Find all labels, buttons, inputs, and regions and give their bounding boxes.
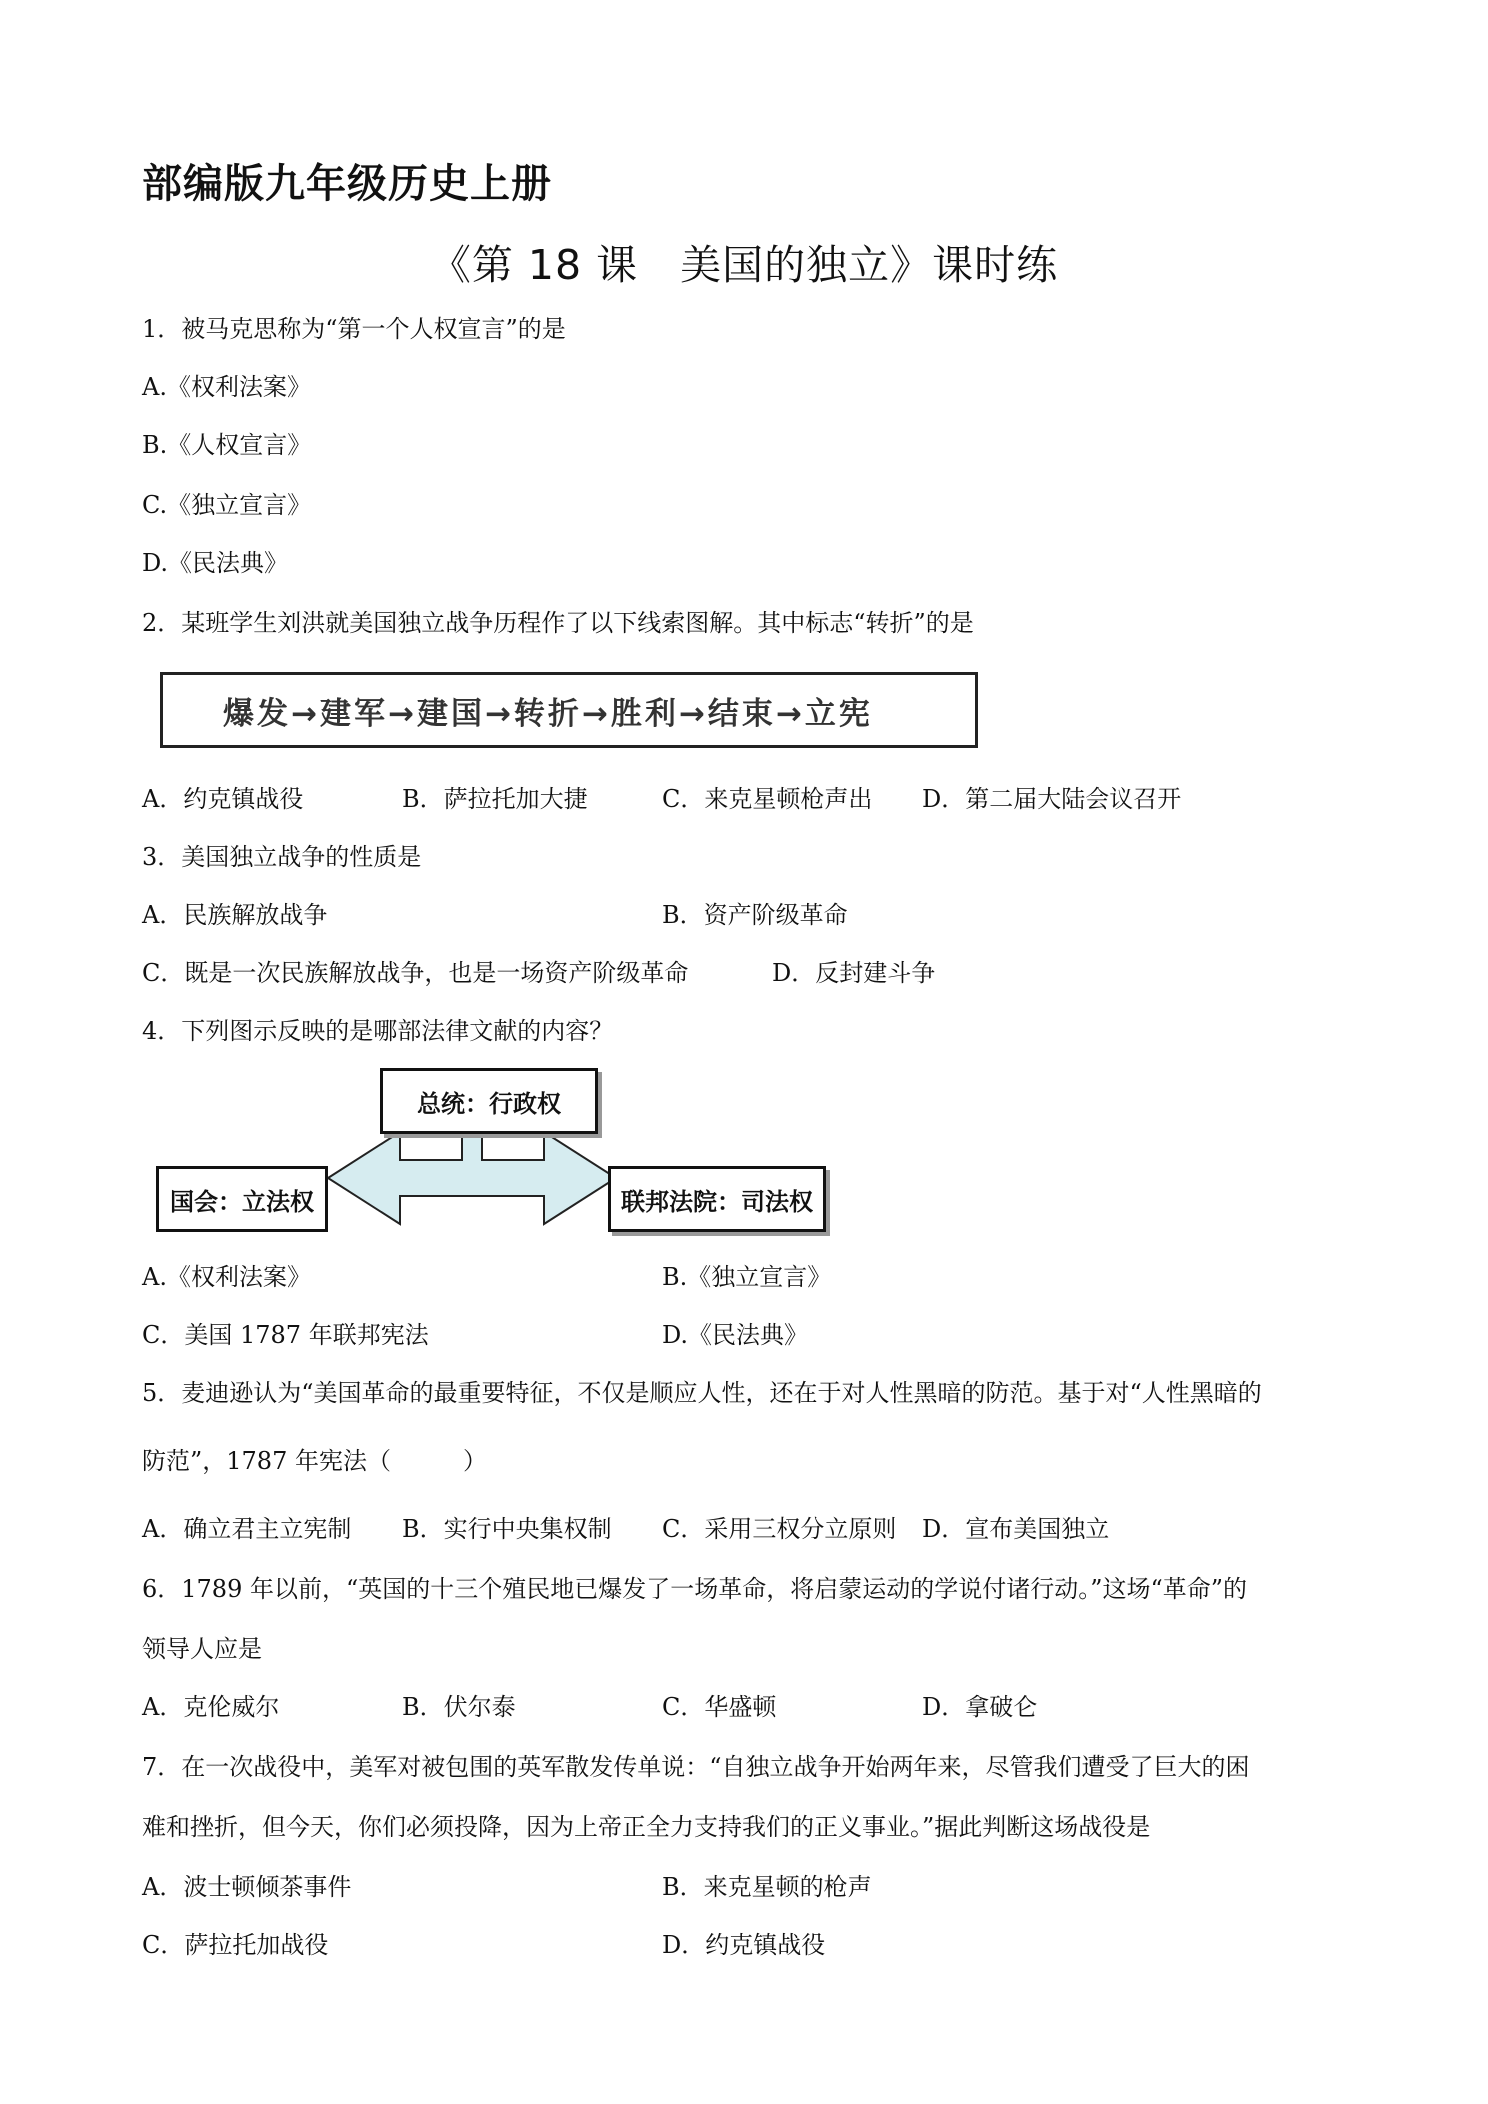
- question-1-option-c: C.《独立宣言》: [142, 491, 312, 519]
- question-7-stem-line-2: 难和挫折，但今天，你们必须投降，因为上帝正全力支持我们的正义事业。”据此判断这场战役是: [142, 1813, 1151, 1841]
- question-3-stem: 3．美国独立战争的性质是: [142, 843, 422, 871]
- question-2-option-a: A．约克镇战役: [142, 785, 304, 813]
- question-5-option-d: D．宣布美国独立: [922, 1515, 1110, 1543]
- question-1-option-a: A.《权利法案》: [142, 373, 311, 401]
- question-6-stem-line-1: 6．1789 年以前，“英国的十三个殖民地已爆发了一场革命，将启蒙运动的学说付诸行动。”这场“革命”的: [142, 1575, 1248, 1603]
- diagram-box-judicial: 联邦法院：司法权: [608, 1166, 826, 1232]
- question-5-option-b: B．实行中央集权制: [402, 1515, 612, 1543]
- question-5-option-c: C．采用三权分立原则: [662, 1515, 897, 1543]
- question-6-option-b: B．伏尔泰: [402, 1693, 516, 1721]
- question-2-option-b: B．萨拉托加大捷: [402, 785, 588, 813]
- question-4-option-c: C．美国 1787 年联邦宪法: [142, 1321, 429, 1349]
- question-5-stem-line-2: 防范”，1787 年宪法（ ）: [142, 1447, 487, 1475]
- question-6-option-d: D．拿破仑: [922, 1693, 1038, 1721]
- question-6-option-c: C．华盛顿: [662, 1693, 777, 1721]
- question-3-option-d: D．反封建斗争: [772, 959, 936, 987]
- question-2-option-d: D．第二届大陆会议召开: [922, 785, 1182, 813]
- document-subtitle: 《第 18 课 美国的独立》课时练: [429, 241, 1059, 289]
- question-1-stem: 1．被马克思称为“第一个人权宣言”的是: [142, 315, 566, 343]
- diagram-box-executive: 总统：行政权: [380, 1068, 598, 1134]
- question-2-option-c: C．来克星顿枪声出: [662, 785, 873, 813]
- question-7-option-a: A．波士顿倾茶事件: [142, 1873, 352, 1901]
- question-4-stem: 4．下列图示反映的是哪部法律文献的内容？: [142, 1017, 614, 1045]
- question-5-stem-line-1: 5．麦迪逊认为“美国革命的最重要特征，不仅是顺应人性，还在于对人性黑暗的防范。基于对“人性黑暗的: [142, 1379, 1262, 1407]
- question-7-option-c: C．萨拉托加战役: [142, 1931, 329, 1959]
- question-4-option-d: D.《民法典》: [662, 1321, 809, 1349]
- question-6-stem-line-2: 领导人应是: [142, 1635, 262, 1663]
- document-title: 部编版九年级历史上册: [142, 161, 552, 207]
- diagram-box-legislative: 国会：立法权: [156, 1166, 328, 1232]
- question-6-option-a: A．克伦威尔: [142, 1693, 280, 1721]
- question-1-option-b: B.《人权宣言》: [142, 431, 312, 459]
- question-3-option-b: B．资产阶级革命: [662, 901, 848, 929]
- question-7-option-d: D．约克镇战役: [662, 1931, 826, 1959]
- question-4-option-b: B.《独立宣言》: [662, 1263, 832, 1291]
- question-1-option-d: D.《民法典》: [142, 549, 289, 577]
- question-5-option-a: A．确立君主立宪制: [142, 1515, 352, 1543]
- question-4-option-a: A.《权利法案》: [142, 1263, 311, 1291]
- question-7-option-b: B．来克星顿的枪声: [662, 1873, 872, 1901]
- question-7-stem-line-1: 7．在一次战役中，美军对被包围的英军散发传单说：“自独立战争开始两年来，尽管我们遭受了巨大的困: [142, 1753, 1250, 1781]
- question-3-option-c: C．既是一次民族解放战争，也是一场资产阶级革命: [142, 959, 689, 987]
- question-3-option-a: A．民族解放战争: [142, 901, 328, 929]
- question-2-flow-diagram: 爆发→建军→建国→转折→胜利→结束→立宪: [160, 672, 978, 748]
- question-2-stem: 2．某班学生刘洪就美国独立战争历程作了以下线索图解。其中标志“转折”的是: [142, 609, 974, 637]
